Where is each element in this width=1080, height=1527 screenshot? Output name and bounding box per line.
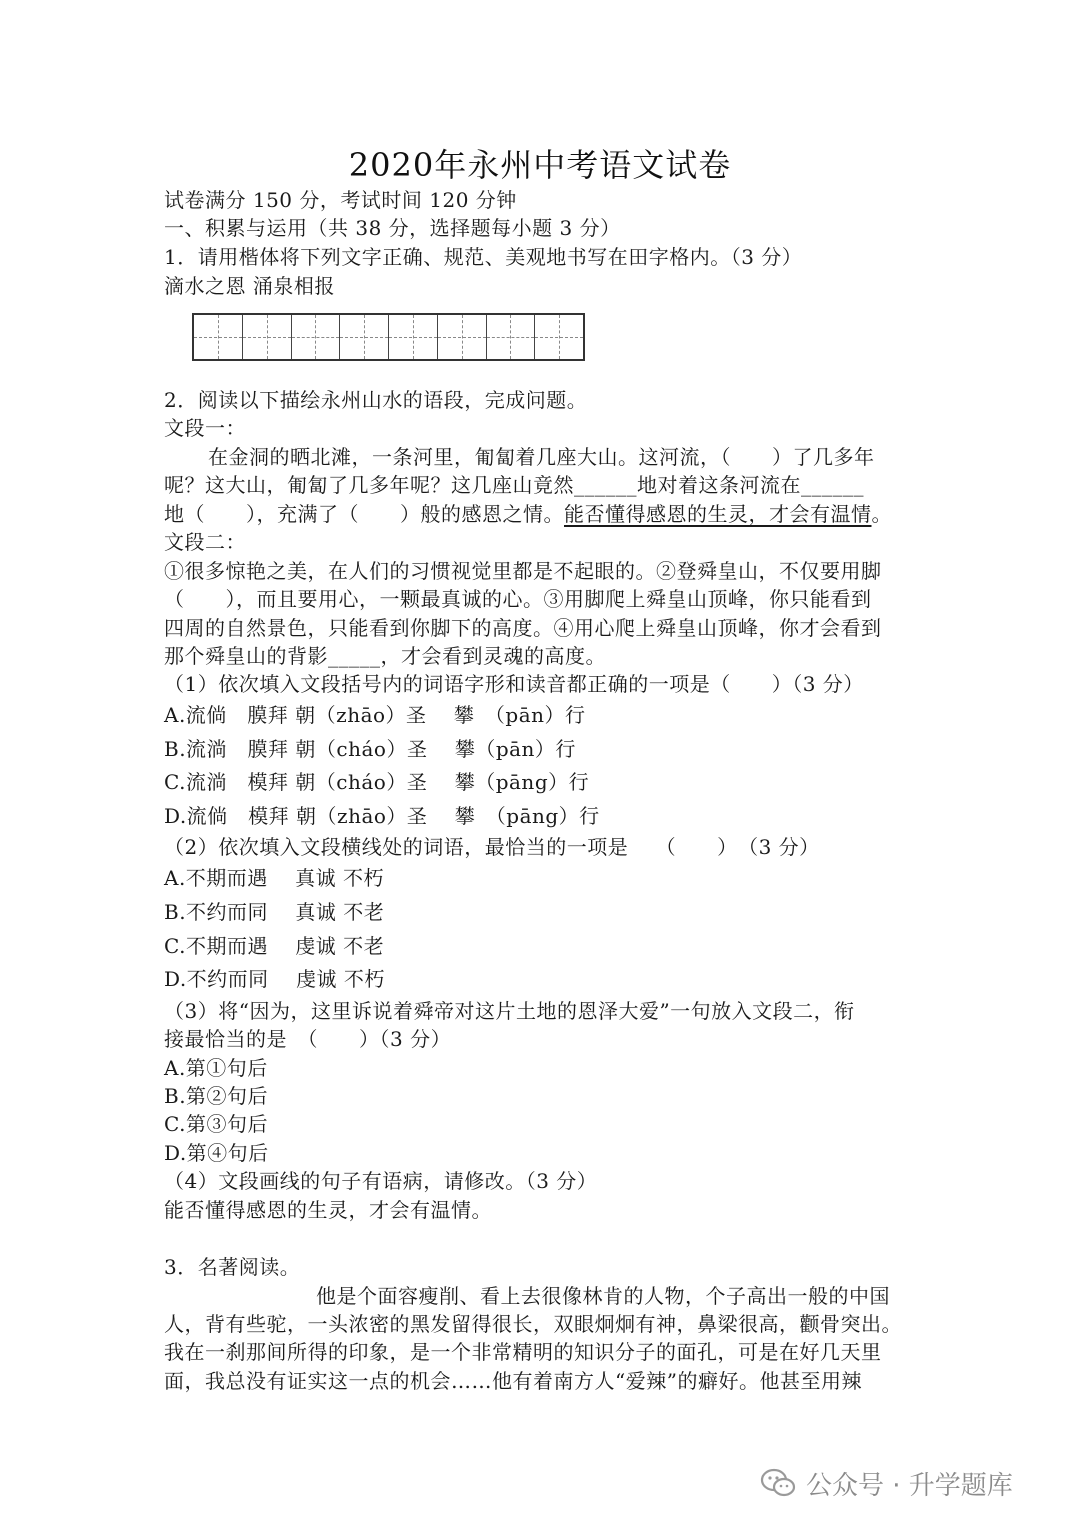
option-b: B.不约而同 真诚 不老 xyxy=(164,900,385,924)
underlined-sentence: 能否懂得感恩的生灵，才会有温情 xyxy=(564,502,872,526)
watermark xyxy=(760,1463,1013,1503)
watermark-text: 公众号 · 升学题库 xyxy=(806,1470,1013,1501)
grid-cell xyxy=(487,315,536,359)
question-2: 2．阅读以下描绘永州山水的语段，完成问题。 xyxy=(164,388,588,412)
passage-2-line: 那个舜皇山的背影_____，才会看到灵魂的高度。 xyxy=(164,644,606,668)
excerpt-line: 我在一刹那间所得的印象，是一个非常精明的知识分子的面孔，可是在好几天里 xyxy=(164,1340,882,1364)
grid-cell xyxy=(243,315,292,359)
subquestion-3: （3）将“因为，这里诉说着舜帝对这片土地的恩泽大爱”一句放入文段二，衔 xyxy=(164,999,855,1023)
subquestion-2: （2）依次填入文段横线处的词语，最恰当的一项是 （ ） （3 分） xyxy=(164,835,820,859)
subquestion-4: （4）文段画线的句子有语病，请修改。（3 分） xyxy=(164,1169,598,1193)
tianzige-grid xyxy=(192,313,585,361)
option-a: A.第①句后 xyxy=(164,1056,268,1080)
passage-1-line: 呢？这大山，匍匐了几多年呢？这几座山竟然______地对着这条河流在______ xyxy=(164,473,864,497)
passage-1-text: 地（ ），充满了（ ）般的感恩之情。 xyxy=(164,502,564,526)
option-c: C.第③句后 xyxy=(164,1112,268,1136)
grid-cell xyxy=(438,315,487,359)
option-c: C.流淌 模拜 朝（cháo）圣 攀（pāng）行 xyxy=(164,770,590,794)
page-title: 2020年永州中考语文试卷 xyxy=(348,146,732,184)
excerpt-line: 他是个面容瘦削、看上去很像林肯的人物，个子高出一般的中国 xyxy=(316,1284,890,1308)
option-a: A.流倘 膜拜 朝（zhāo）圣 攀 （pān）行 xyxy=(164,703,586,727)
question-3: 3．名著阅读。 xyxy=(164,1255,301,1279)
excerpt-line: 面，我总没有证实这一点的机会……他有着南方人“爱辣”的癖好。他甚至用辣 xyxy=(164,1369,862,1393)
option-b: B.第②句后 xyxy=(164,1084,269,1108)
subquestion-3-cont: 接最恰当的是 （ ）（3 分） xyxy=(164,1027,452,1051)
sentence-to-fix: 能否懂得感恩的生灵，才会有温情。 xyxy=(164,1198,492,1222)
exam-info: 试卷满分 150 分，考试时间 120 分钟 xyxy=(164,188,517,212)
passage-2-line: 四周的自然景色，只能看到你脚下的高度。④用心爬上舜皇山顶峰，你才会看到 xyxy=(164,616,882,640)
grid-cell xyxy=(535,315,583,359)
option-d: D.第④句后 xyxy=(164,1141,269,1165)
passage-2-line: （ ），而且要用心，一颗最真诚的心。③用脚爬上舜皇山顶峰，你只能看到 xyxy=(164,587,872,611)
period: 。 xyxy=(871,502,892,526)
option-b: B.流淌 膜拜 朝（cháo）圣 攀（pān）行 xyxy=(164,737,576,761)
grid-cell xyxy=(340,315,389,359)
passage-2-label: 文段二： xyxy=(164,530,246,554)
passage-2-line: ①很多惊艳之美，在人们的习惯视觉里都是不起眼的。②登舜皇山，不仅要用脚 xyxy=(164,559,882,583)
grid-cell xyxy=(389,315,438,359)
wechat-icon xyxy=(760,1468,796,1498)
question-1: 1．请用楷体将下列文字正确、规范、美观地书写在田字格内。（3 分） xyxy=(164,245,803,269)
section-heading: 一、积累与运用（共 38 分，选择题每小题 3 分） xyxy=(164,216,621,240)
copy-text: 滴水之恩 涌泉相报 xyxy=(164,274,335,298)
option-d: D.不约而同 虔诚 不朽 xyxy=(164,967,385,991)
excerpt-line: 人，背有些驼，一头浓密的黑发留得很长，双眼炯炯有神，鼻梁很高，颧骨突出。 xyxy=(164,1312,902,1336)
grid-cell xyxy=(194,315,243,359)
subquestion-1: （1）依次填入文段括号内的词语字形和读音都正确的一项是（ ）（3 分） xyxy=(164,672,864,696)
option-d: D.流倘 模拜 朝（zhāo）圣 攀 （pāng）行 xyxy=(164,804,600,828)
grid-cell xyxy=(292,315,341,359)
passage-1-label: 文段一： xyxy=(164,416,246,440)
passage-1-line xyxy=(164,500,924,528)
option-c: C.不期而遇 虔诚 不老 xyxy=(164,934,385,958)
passage-1-line: 在金洞的晒北滩，一条河里，匍匐着几座大山。这河流，（ ）了几多年 xyxy=(208,445,875,469)
option-a: A.不期而遇 真诚 不朽 xyxy=(164,866,385,890)
